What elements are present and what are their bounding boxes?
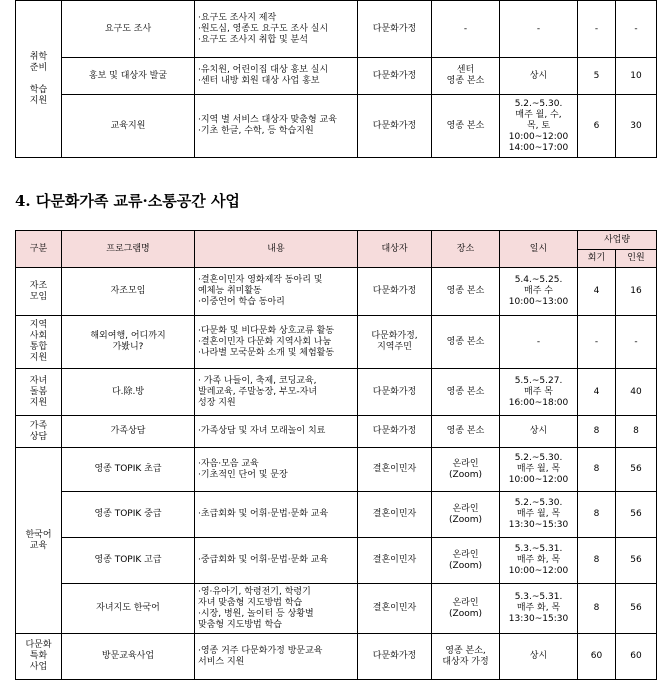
schedule-cell: 상시 [500,416,578,448]
category-cell: 자녀 돌봄 지원 [16,369,62,416]
target-cell: 다문화가정 [358,268,432,316]
people-cell: 8 [616,416,657,448]
people-cell: 56 [616,492,657,538]
target-cell: 결혼이민자 [358,448,432,492]
content-cell: ·영·유아기, 학령전기, 학령기 자녀 맞춤형 지도방법 학습 ·시장, 병원, 놀이터 등 상황별 맞춤형 지도방법 학습 [195,584,358,634]
section-title: 4. 다문화가족 교류·소통공간 사업 [15,192,240,210]
people-cell: 10 [616,58,657,95]
target-cell: 다문화가정, 지역주민 [358,316,432,369]
header-schedule: 일시 [500,231,578,268]
people-cell: 30 [616,95,657,158]
content-cell: ·가족상담 및 자녀 모래놀이 치료 [195,416,358,448]
place-cell: 영종 본소 [432,268,500,316]
schedule-cell: 5.3.~5.31. 매주 화, 목 13:30~15:30 [500,584,578,634]
content-cell: ·요구도 조사지 제작 ·원도심, 영종도 요구도 조사 실시 ·요구도 조사지 취합 및 분석 [195,1,358,58]
schedule-cell: 5.3.~5.31. 매주 화, 목 10:00~12:00 [500,538,578,584]
schedule-cell: - [500,316,578,369]
count-cell: 8 [578,538,616,584]
content-cell: ·중급회화 및 어휘·문법·문화 교육 [195,538,358,584]
place-cell: 영종 본소, 대상자 가정 [432,634,500,680]
schedule-cell: 5.2.~5.30. 매주 월, 목 10:00~12:00 [500,448,578,492]
place-cell: 온라인 (Zoom) [432,448,500,492]
program-cell: 영종 TOPIK 중급 [62,492,195,538]
count-cell: 4 [578,369,616,416]
count-cell: 5 [578,58,616,95]
schedule-cell: 5.5.~5.27. 매주 목 16:00~18:00 [500,369,578,416]
program-cell: 홍보 및 대상자 발굴 [62,58,195,95]
program-table-main [15,230,657,680]
category-cell: 자조 모임 [16,268,62,316]
content-cell: ·영종 거주 다문화가정 방문교육 서비스 지원 [195,634,358,680]
category-cell: 다문화 특화 사업 [16,634,62,680]
content-cell: ·결혼이민자 영화제작 동아리 및 예체능 취미활동 ·이중언어 학습 동아리 [195,268,358,316]
place-cell: 영종 본소 [432,95,500,158]
people-cell: 56 [616,538,657,584]
category-cell: 한국어 교육 [16,448,62,634]
schedule-cell: 5.2.~5.30. 매주 월, 수, 목, 토 10:00~12:00 14:00~17:00 [500,95,578,158]
program-cell: 가족상담 [62,416,195,448]
program-cell: 자녀지도 한국어 [62,584,195,634]
content-cell: · 가족 나들이, 축제, 코딩교육, 발레교육, 주말농장, 부모-자녀 성장 지원 [195,369,358,416]
content-cell: ·다문화 및 비다문화 상호교류 활동 ·결혼이민자 다문화 지역사회 나눔 ·나라별 모국문화 소개 및 체험활동 [195,316,358,369]
program-cell: 다.除.방 [62,369,195,416]
content-cell: ·지역 별 서비스 대상자 맞춤형 교육 ·기초 한글, 수학, 등 학습지원 [195,95,358,158]
place-cell: - [432,1,500,58]
target-cell: 다문화가정 [358,95,432,158]
target-cell: 다문화가정 [358,369,432,416]
people-cell: 56 [616,448,657,492]
place-cell: 영종 본소 [432,369,500,416]
place-cell: 영종 본소 [432,416,500,448]
program-cell: 방문교육사업 [62,634,195,680]
header-volume: 사업량 [578,231,657,250]
people-cell: - [616,1,657,58]
place-cell: 영종 본소 [432,316,500,369]
place-cell: 온라인 (Zoom) [432,538,500,584]
schedule-cell: 5.4.~5.25. 매주 수 10:00~13:00 [500,268,578,316]
content-cell: ·유치원, 어린이집 대상 홍보 실시 ·센터 내방 회원 대상 사업 홍보 [195,58,358,95]
count-cell: 8 [578,492,616,538]
place-cell: 센터 영종 본소 [432,58,500,95]
schedule-cell: - [500,1,578,58]
schedule-cell: 상시 [500,58,578,95]
count-cell: 8 [578,416,616,448]
target-cell: 결혼이민자 [358,584,432,634]
content-cell: ·자음·모음 교육 ·기초적인 단어 및 문장 [195,448,358,492]
target-cell: 다문화가정 [358,1,432,58]
header-content: 내용 [195,231,358,268]
count-cell: 4 [578,268,616,316]
header-program: 프로그램명 [62,231,195,268]
program-cell: 요구도 조사 [62,1,195,58]
target-cell: 결혼이민자 [358,538,432,584]
count-cell: - [578,316,616,369]
people-cell: 40 [616,369,657,416]
category-cell: 지역 사회 통합 지원 [16,316,62,369]
count-cell: 60 [578,634,616,680]
header-count: 회기 [578,250,616,268]
program-cell: 해외여행, 어디까지 가봤니? [62,316,195,369]
count-cell: 8 [578,584,616,634]
schedule-cell: 5.2.~5.30. 매주 월, 목 13:30~15:30 [500,492,578,538]
header-target: 대상자 [358,231,432,268]
target-cell: 결혼이민자 [358,492,432,538]
program-cell: 영종 TOPIK 초급 [62,448,195,492]
target-cell: 다문화가정 [358,416,432,448]
program-cell: 교육지원 [62,95,195,158]
place-cell: 온라인 (Zoom) [432,492,500,538]
program-table-top [15,0,657,158]
people-cell: - [616,316,657,369]
header-people: 인원 [616,250,657,268]
target-cell: 다문화가정 [358,634,432,680]
count-cell: - [578,1,616,58]
target-cell: 다문화가정 [358,58,432,95]
header-place: 장소 [432,231,500,268]
people-cell: 16 [616,268,657,316]
place-cell: 온라인 (Zoom) [432,584,500,634]
category-cell: 가족 상담 [16,416,62,448]
people-cell: 56 [616,584,657,634]
header-category: 구분 [16,231,62,268]
count-cell: 6 [578,95,616,158]
program-cell: 영종 TOPIK 고급 [62,538,195,584]
schedule-cell: 상시 [500,634,578,680]
program-cell: 자조모임 [62,268,195,316]
count-cell: 8 [578,448,616,492]
content-cell: ·초급회화 및 어휘·문법·문화 교육 [195,492,358,538]
category-cell: 취학 준비 학습 지원 [16,1,62,158]
people-cell: 60 [616,634,657,680]
